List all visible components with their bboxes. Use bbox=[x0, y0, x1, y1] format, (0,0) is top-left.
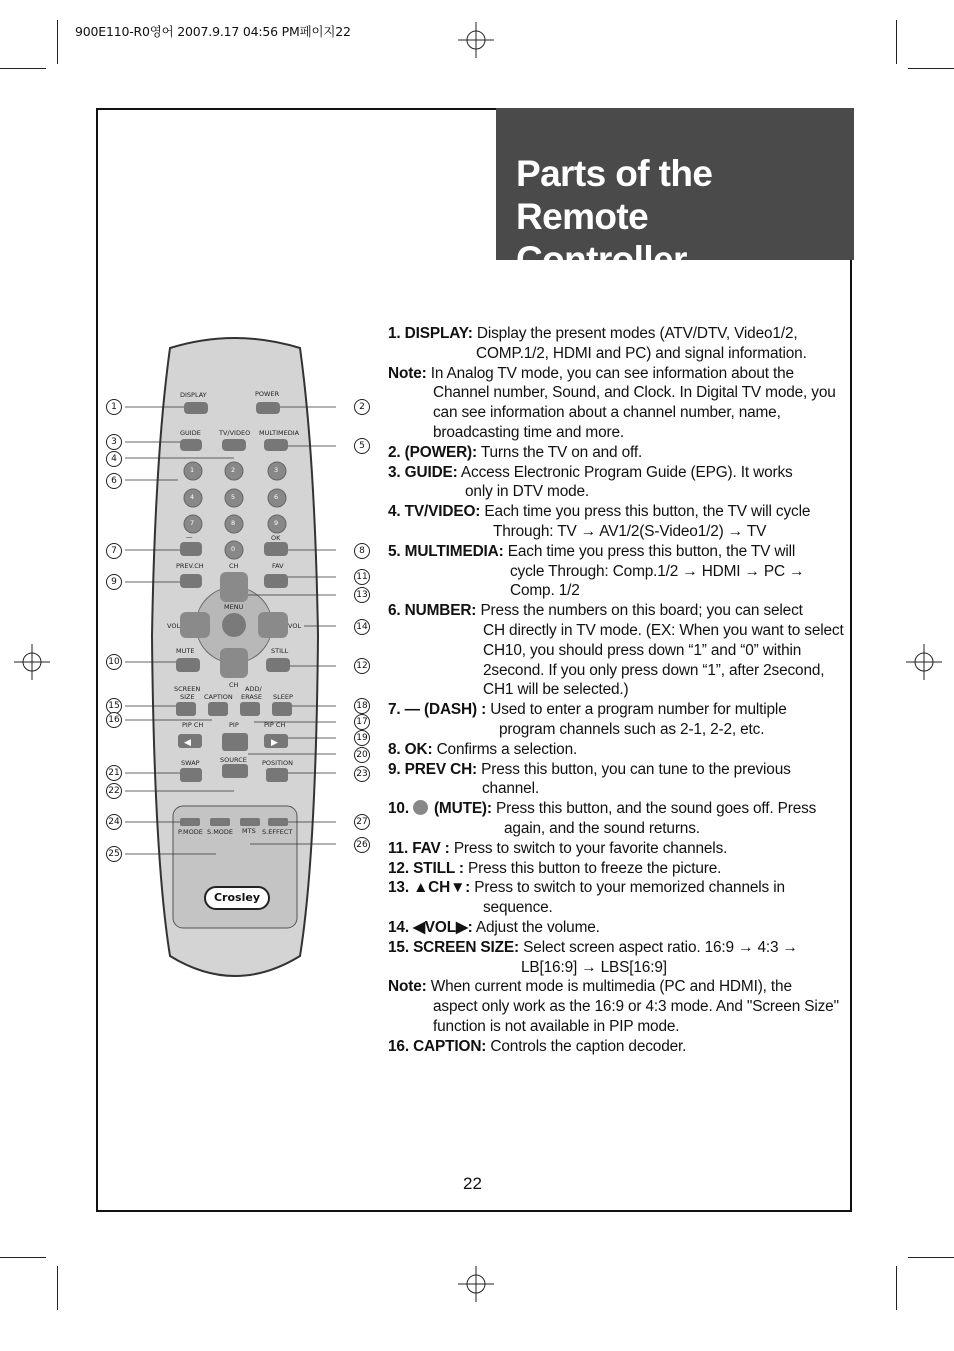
number-7-label: 7 bbox=[190, 519, 195, 527]
registration-mark-icon bbox=[906, 644, 942, 680]
entry-multimedia: 5. MULTIMEDIA: Each time you press this button, the TV will cycle Through: Comp.1/2 → HDMI → PC → Comp. 1/2 bbox=[388, 542, 805, 600]
button-descriptions bbox=[388, 324, 844, 1056]
screen-size-label-2: SIZE bbox=[180, 693, 195, 701]
callout-27: 27 bbox=[354, 814, 370, 830]
callout-2: 2 bbox=[354, 399, 370, 415]
number-2-label: 2 bbox=[231, 466, 236, 474]
registration-mark-icon bbox=[14, 644, 50, 680]
entry-fav: 11. FAV : Press to switch to your favorite channels. bbox=[388, 839, 728, 857]
source-label: SOURCE bbox=[220, 756, 247, 764]
entry-caption: 16. CAPTION: Controls the caption decoder. bbox=[388, 1037, 687, 1055]
callout-14: 14 bbox=[354, 619, 370, 635]
entry-screen-size: 15. SCREEN SIZE: Select screen aspect ratio. 16:9 → 4:3 → LB[16:9] → LBS[16:9] bbox=[388, 938, 798, 976]
callout-10: 10 bbox=[106, 654, 122, 670]
crop-mark bbox=[908, 1257, 954, 1258]
caption-label: CAPTION bbox=[204, 693, 233, 701]
callout-5: 5 bbox=[354, 438, 370, 454]
callout-1: 1 bbox=[106, 399, 122, 415]
callout-23: 23 bbox=[354, 766, 370, 782]
entry-display: 1. DISPLAY: Display the present modes (ATV/DTV, Video1/2, COMP.1/2, HDMI and PC) and signal information. bbox=[388, 325, 807, 362]
ch-bottom-label: CH bbox=[229, 681, 239, 689]
mts-label: MTS bbox=[242, 827, 256, 835]
display-label: DISPLAY bbox=[180, 391, 207, 399]
adderase-label-2: ERASE bbox=[241, 693, 263, 701]
callout-26: 26 bbox=[354, 837, 370, 853]
number-9-label: 9 bbox=[274, 519, 279, 527]
callout-18: 18 bbox=[354, 698, 370, 714]
callout-22: 22 bbox=[106, 783, 122, 799]
number-8-label: 8 bbox=[231, 519, 236, 527]
entry-guide: 3. GUIDE: Access Electronic Program Guide (EPG). It works only in DTV mode. bbox=[388, 463, 793, 501]
pipch-left-label: PIP CH bbox=[182, 721, 204, 729]
crop-mark bbox=[908, 68, 954, 69]
callout-7: 7 bbox=[106, 543, 122, 559]
power-label: POWER bbox=[255, 390, 280, 398]
fav-label: FAV bbox=[272, 562, 284, 570]
sleep-label: SLEEP bbox=[273, 693, 293, 701]
page-number: 22 bbox=[463, 1174, 482, 1193]
svg-text:◀: ◀ bbox=[184, 737, 191, 747]
tvvideo-label: TV/VIDEO bbox=[219, 429, 251, 437]
print-header: 900E110-R0영어 2007.9.17 04:56 PM페이지22 bbox=[75, 24, 351, 39]
vol-right-label: VOL bbox=[288, 622, 302, 630]
entry-note-analog: Note: In Analog TV mode, you can see information about the Channel number, Sound, and Clock. In Digital TV mode, you can see information about a channel number, name, broadcasting time and more. bbox=[388, 364, 836, 441]
entry-tvvideo: 4. TV/VIDEO: Each time you press this button, the TV will cycle Through: TV → AV1/2(S-Video1/2) → TV bbox=[388, 503, 811, 540]
callout-16: 16 bbox=[106, 712, 122, 728]
page-title-line1: Parts of the Remote bbox=[516, 153, 713, 237]
brand-logo: Crosley bbox=[204, 886, 270, 910]
number-1-label: 1 bbox=[190, 466, 195, 474]
callout-13: 13 bbox=[354, 587, 370, 603]
remote-illustration bbox=[100, 336, 380, 996]
still-label: STILL bbox=[271, 647, 289, 655]
crop-mark bbox=[0, 1257, 46, 1258]
registration-mark-icon bbox=[458, 1266, 494, 1302]
callout-11: 11 bbox=[354, 569, 370, 585]
number-6-label: 6 bbox=[274, 493, 279, 501]
callout-17: 17 bbox=[354, 714, 370, 730]
crop-mark bbox=[57, 1266, 58, 1310]
callout-19: 19 bbox=[354, 730, 370, 746]
menu-label: MENU bbox=[224, 603, 244, 611]
ok-label: OK bbox=[271, 534, 281, 542]
multimedia-label: MULTIMEDIA bbox=[259, 429, 300, 437]
dash-label: — bbox=[186, 533, 193, 541]
seffect-label: S.EFFECT bbox=[262, 828, 293, 836]
callout-8: 8 bbox=[354, 543, 370, 559]
page-title bbox=[516, 152, 836, 281]
callout-3: 3 bbox=[106, 434, 122, 450]
entry-number: 6. NUMBER: Press the numbers on this board; you can select CH directly in TV mode. (EX: When you want to select CH10, you should press down “1” and “0” within 2second. If you only press down “1”, after 2second, CH1 will be selected.) bbox=[388, 602, 844, 699]
adderase-label-1: ADD/ bbox=[245, 685, 262, 693]
number-5-label: 5 bbox=[231, 493, 236, 501]
entry-power: 2. (POWER): Turns the TV on and off. bbox=[388, 443, 643, 461]
position-label: POSITION bbox=[262, 759, 293, 767]
crop-mark bbox=[896, 20, 897, 64]
crop-mark bbox=[57, 20, 58, 64]
callout-20: 20 bbox=[354, 747, 370, 763]
registration-mark-icon bbox=[458, 22, 494, 58]
crop-mark bbox=[0, 68, 46, 69]
ch-top-label: CH bbox=[229, 562, 239, 570]
callout-21: 21 bbox=[106, 765, 122, 781]
entry-note-multimedia: Note: When current mode is multimedia (PC and HDMI), the aspect only work as the 16:9 or 4:3 mode. And "Screen Size" function is not available in PIP mode. bbox=[388, 978, 839, 1035]
entry-ok: 8. OK: Confirms a selection. bbox=[388, 740, 578, 758]
pmode-label: P.MODE bbox=[178, 828, 203, 836]
swap-label: SWAP bbox=[181, 759, 200, 767]
callout-4: 4 bbox=[106, 451, 122, 467]
callout-9: 9 bbox=[106, 574, 122, 590]
vol-left-label: VOL bbox=[167, 622, 181, 630]
entry-ch: 13. ▲CH▼: Press to switch to your memorized channels in sequence. bbox=[388, 879, 785, 917]
entry-prevch: 9. PREV CH: Press this button, you can tune to the previous channel. bbox=[388, 760, 791, 798]
number-3-label: 3 bbox=[274, 466, 279, 474]
entry-vol: 14. ◀VOL▶: Adjust the volume. bbox=[388, 918, 600, 936]
page-title-line2: Controller bbox=[516, 239, 687, 280]
mute-icon bbox=[413, 800, 428, 815]
smode-label: S.MODE bbox=[207, 828, 234, 836]
callout-15: 15 bbox=[106, 698, 122, 714]
callout-6: 6 bbox=[106, 473, 122, 489]
prevch-label: PREV.CH bbox=[176, 562, 204, 570]
entry-mute: 10. (MUTE): Press this button, and the sound goes off. Press again, and the sound returns. bbox=[388, 800, 817, 837]
pipch-right-label: PIP CH bbox=[264, 721, 286, 729]
guide-label: GUIDE bbox=[180, 429, 201, 437]
mute-label: MUTE bbox=[176, 647, 195, 655]
callout-25: 25 bbox=[106, 846, 122, 862]
screen-size-label-1: SCREEN bbox=[174, 685, 201, 693]
entry-dash: 7. — (DASH) : Used to enter a program number for multiple program channels such as 2-1, 2-2, etc. bbox=[388, 701, 787, 738]
number-0-label: 0 bbox=[231, 545, 236, 553]
crop-mark bbox=[896, 1266, 897, 1310]
callout-24: 24 bbox=[106, 814, 122, 830]
svg-text:▶: ▶ bbox=[271, 737, 278, 747]
entry-still: 12. STILL : Press this button to freeze the picture. bbox=[388, 859, 722, 877]
callout-12: 12 bbox=[354, 658, 370, 674]
pip-label: PIP bbox=[229, 721, 239, 729]
title-banner bbox=[496, 108, 854, 280]
number-4-label: 4 bbox=[190, 493, 195, 501]
